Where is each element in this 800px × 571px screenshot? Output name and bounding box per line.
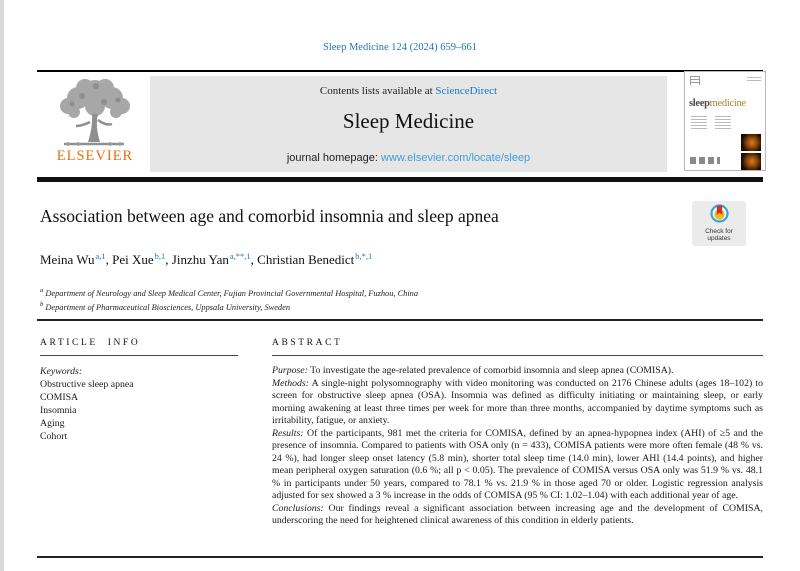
affiliation xyxy=(40,285,720,299)
keyword-item: Cohort xyxy=(40,431,68,442)
cover-crest-icon xyxy=(690,76,700,85)
affiliation-text: Department of Neurology and Sleep Medical Center, Fujian Provincial Governmental Hospital, Fuzhou, China xyxy=(45,288,419,298)
cover-text-column xyxy=(691,116,707,130)
abstract-section xyxy=(272,338,763,528)
abstract-rule xyxy=(272,355,763,356)
cover-title-medicine: medicine xyxy=(709,98,746,109)
abstract-section-text: Of the participants, 981 met the criteria for COMISA, defined by an apnea-hypopnea index (AHI) of ≥5 and the presence of insomnia. Compared to patients with OSA only (n = 433), COMISA patients were more often female (48 % vs. 24 %), had longer sleep onset latency (5.8 min), shorter total sleep time (14.0 min), lower AHI (14.4 points), and higher mean peripheral oxygen saturation (0.6 %; all p < 0.05). The prevalence of COMISA versus OSA only was 51.9 % vs. 48.1 % in participants under 50 years, compared to 78.1 % vs. 21.9 % in those aged 70 or older. Logistic regression analysis adjusted for sex showed a 3 % increase in the odds of COMISA (95 % CI: 1.02–1.04) with each additional year of age. xyxy=(272,427,764,501)
abstract-paragraph xyxy=(272,365,763,378)
abstract-body xyxy=(272,365,763,528)
author-list xyxy=(40,251,680,268)
abstract-section-label: Conclusions: xyxy=(272,502,324,514)
keyword-item: COMISA xyxy=(40,392,79,403)
article-info-heading: ARTICLE INFO xyxy=(40,338,141,348)
sciencedirect-link[interactable]: ScienceDirect xyxy=(435,85,498,97)
journal-title: Sleep Medicine xyxy=(342,109,475,133)
contents-prefix: Contents lists available at xyxy=(319,85,436,97)
abstract-paragraph xyxy=(272,503,763,528)
header-bottom-bar xyxy=(37,177,763,182)
elsevier-tree-icon xyxy=(52,76,138,150)
author-affiliation-marker[interactable]: a,1 xyxy=(95,251,106,261)
author-affiliation-marker[interactable]: a,**,1 xyxy=(229,251,251,261)
cover-brain-scan-image xyxy=(741,134,761,151)
crossmark-icon xyxy=(710,204,729,223)
badge-label-line1: Check for xyxy=(705,228,733,235)
homepage-line xyxy=(150,152,667,164)
cover-issue-text xyxy=(747,77,761,83)
author: Meina Wu$^{a,1}$, xyxy=(40,251,113,268)
page-edge-shadow xyxy=(0,0,4,571)
article-info-rule xyxy=(40,355,238,356)
homepage-prefix: journal homepage: xyxy=(286,152,381,164)
keywords-list xyxy=(40,378,238,443)
affiliation xyxy=(40,299,720,313)
article-title: Association between age and comorbid insomnia and sleep apnea xyxy=(40,206,499,226)
affiliation-list xyxy=(40,285,720,313)
article-info-section xyxy=(40,338,238,443)
keyword-item: Aging xyxy=(40,418,65,429)
author-affiliation-marker[interactable]: b,*,1 xyxy=(355,251,373,261)
abstract-paragraph xyxy=(272,428,763,503)
cover-publisher-logos xyxy=(690,157,720,164)
journal-citation-link[interactable]: Sleep Medicine 124 (2024) 659–661 xyxy=(323,42,477,53)
abstract-section-label: Purpose: xyxy=(272,365,308,376)
abstract-section-label: Results: xyxy=(272,427,304,439)
byline-divider-rule xyxy=(37,319,763,321)
elsevier-logo xyxy=(42,76,148,172)
elsevier-wordmark: ELSEVIER xyxy=(56,148,134,164)
abstract-heading: ABSTRACT xyxy=(272,338,343,348)
author-affiliation-marker[interactable]: b,1 xyxy=(154,251,166,261)
journal-header-banner xyxy=(150,76,667,172)
abstract-paragraph xyxy=(272,378,763,428)
journal-cover-thumbnail[interactable] xyxy=(684,71,766,171)
header-top-rule xyxy=(37,70,763,72)
keyword-item: Insomnia xyxy=(40,405,77,416)
author xyxy=(257,252,372,267)
author: Jinzhu Yan$^{a,**,1}$, xyxy=(171,251,258,268)
author: Pei Xue$^{b,1}$, xyxy=(112,251,172,268)
badge-label xyxy=(692,228,746,242)
abstract-section-text: To investigate the age-related prevalence of comorbid insomnia and sleep apnea (COMISA). xyxy=(310,365,674,376)
contents-line xyxy=(150,85,667,97)
affiliation-text: Department of Pharmaceutical Biosciences, Uppsala University, Sweden xyxy=(45,302,291,312)
abstract-section-label: Methods: xyxy=(272,377,310,389)
cover-text-column xyxy=(715,116,731,130)
keywords-label: Keywords: xyxy=(40,366,83,377)
keyword-item: Obstructive sleep apnea xyxy=(40,379,134,390)
badge-label-line2: updates xyxy=(707,235,731,242)
cover-title-sleep: sleep xyxy=(689,98,710,109)
abstract-section-text: A single-night polysomnography with video monitoring was conducted on 2176 Chinese adults (ages 18–102) to screen for obstructive sleep apnea (OSA). Insomnia was defined as difficulty initiating or maintaining sleep, or early morning awakening at least three times per week for more than three months, accompanied by daytime symptoms such as irritability, fatigue, or anxiety. xyxy=(272,377,763,426)
author-name: Pei Xue xyxy=(112,252,154,268)
cover-brain-scan-image xyxy=(741,153,761,170)
check-for-updates-badge[interactable] xyxy=(692,201,746,246)
author-name: Meina Wu xyxy=(40,252,95,268)
author-name: Christian Benedict xyxy=(257,252,355,268)
abstract-section-text: Our findings reveal a significant association between increasing age and the development of COMISA, underscoring the need for heightened clinical awareness of this condition in elderly patients. xyxy=(272,502,763,526)
affiliation-marker: a xyxy=(40,287,44,294)
journal-homepage-link[interactable]: www.elsevier.com/locate/sleep xyxy=(381,152,531,164)
affiliation-marker: b xyxy=(40,300,44,308)
author-name: Jinzhu Yan xyxy=(171,252,229,268)
page-bottom-rule xyxy=(37,556,763,558)
cover-journal-title xyxy=(689,98,763,109)
